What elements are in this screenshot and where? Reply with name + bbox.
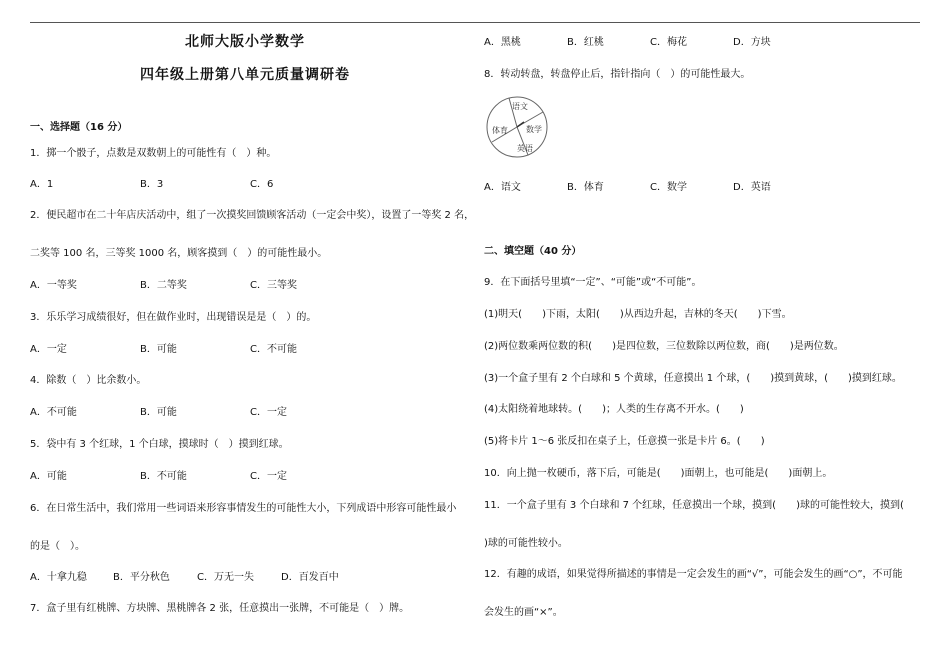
question-8: 8．转动转盘，转盘停止后，指针指向（ ）的可能性最大。 — [484, 69, 751, 80]
q9-item-5: (5)将卡片 1～6 张反扣在桌子上，任意摸一张是卡片 6。( ) — [484, 436, 765, 447]
q8-option-c: C．数学 — [650, 182, 687, 193]
question-10: 10．向上抛一枚硬币，落下后，可能是( )面朝上，也可能是( )面朝上。 — [484, 468, 833, 479]
q2-option-c: C．三等奖 — [250, 280, 297, 291]
q7-option-b: B．红桃 — [567, 37, 604, 48]
section-heading-choice: 一、选择题（16 分） — [30, 122, 128, 133]
q8-option-b: B．体育 — [567, 182, 604, 193]
spinner-label-chinese: 语文 — [512, 102, 528, 111]
q5-option-a: A．可能 — [30, 471, 67, 482]
question-4: 4．除数（ ）比余数小。 — [30, 375, 147, 386]
page-subtitle: 四年级上册第八单元质量调研卷 — [140, 67, 350, 83]
spinner-diagram — [484, 95, 554, 159]
question-6-line1: 6．在日常生活中，我们常用一些词语来形容事情发生的可能性大小，下列成语中形容可能性最小 — [30, 503, 457, 514]
question-2-line2: 二奖等 100 名，三等奖 1000 名，顾客摸到（ ）的可能性最小。 — [30, 248, 328, 259]
q5-option-c: C．一定 — [250, 471, 287, 482]
q6-option-d: D．百发百中 — [281, 572, 339, 583]
question-1: 1．掷一个骰子，点数是双数朝上的可能性有（ ）种。 — [30, 148, 277, 159]
question-5: 5．袋中有 3 个红球，1 个白球，摸球时（ ）摸到红球。 — [30, 439, 289, 450]
q6-option-b: B．平分秋色 — [113, 572, 170, 583]
q8-option-d: D．英语 — [733, 182, 771, 193]
question-11-line2: )球的可能性较小。 — [484, 538, 568, 549]
question-2-line1: 2．便民超市在二十年店庆活动中，组了一次摸奖回馈顾客活动（一定会中奖），设置了一等奖 2 名， — [30, 210, 475, 221]
spinner-label-math: 数学 — [526, 125, 542, 134]
q1-option-a: A．1 — [30, 179, 54, 190]
q9-item-3: (3)一个盒子里有 2 个白球和 5 个黄球，任意摸出 1 个球，( )摸到黄球，( )摸到红球。 — [484, 373, 902, 384]
top-rule — [30, 22, 920, 23]
q9-item-4: (4)太阳绕着地球转。( )；人类的生存离不开水。( ) — [484, 404, 744, 415]
q9-item-1: (1)明天( )下雨，太阳( )从西边升起，吉林的冬天( )下雪。 — [484, 309, 792, 320]
q4-option-c: C．一定 — [250, 407, 287, 418]
q9-item-2: (2)两位数乘两位数的积( )是四位数，三位数除以两位数，商( )是两位数。 — [484, 341, 844, 352]
question-3: 3．乐乐学习成绩很好，但在做作业时，出现错误是是（ ）的。 — [30, 312, 317, 323]
question-7: 7．盒子里有红桃牌、方块牌、黑桃牌各 2 张，任意摸出一张牌，不可能是（ ）牌。 — [30, 603, 410, 614]
q7-option-d: D．方块 — [733, 37, 771, 48]
q2-option-b: B．二等奖 — [140, 280, 187, 291]
q5-option-b: B．不可能 — [140, 471, 187, 482]
q3-option-a: A．一定 — [30, 344, 67, 355]
question-12-line2: 会发生的画“×”。 — [484, 607, 563, 618]
q3-option-b: B．可能 — [140, 344, 177, 355]
q6-option-c: C．万无一失 — [197, 572, 254, 583]
question-9: 9．在下面括号里填“一定”、“可能”或“不可能”。 — [484, 277, 702, 288]
spinner-label-english: 英语 — [517, 144, 533, 153]
section-heading-fill: 二、填空题（40 分） — [484, 246, 582, 257]
q2-option-a: A．一等奖 — [30, 280, 77, 291]
q8-option-a: A．语文 — [484, 182, 521, 193]
spinner-label-pe: 体育 — [492, 126, 508, 135]
question-11-line1: 11．一个盒子里有 3 个白球和 7 个红球，任意摸出一个球，摸到( )球的可能性较大，摸到( — [484, 500, 904, 511]
q1-option-c: C．6 — [250, 179, 274, 190]
q7-option-c: C．梅花 — [650, 37, 687, 48]
page-title: 北师大版小学数学 — [185, 34, 305, 50]
q4-option-b: B．可能 — [140, 407, 177, 418]
q7-option-a: A．黑桃 — [484, 37, 521, 48]
q3-option-c: C．不可能 — [250, 344, 297, 355]
q6-option-a: A．十拿九稳 — [30, 572, 87, 583]
q1-option-b: B．3 — [140, 179, 164, 190]
q4-option-a: A．不可能 — [30, 407, 77, 418]
question-6-line2: 的是（ ）。 — [30, 541, 85, 552]
question-12-line1: 12．有趣的成语，如果觉得所描述的事情是一定会发生的画“√”，可能会发生的画“○”，不可能 — [484, 569, 903, 580]
